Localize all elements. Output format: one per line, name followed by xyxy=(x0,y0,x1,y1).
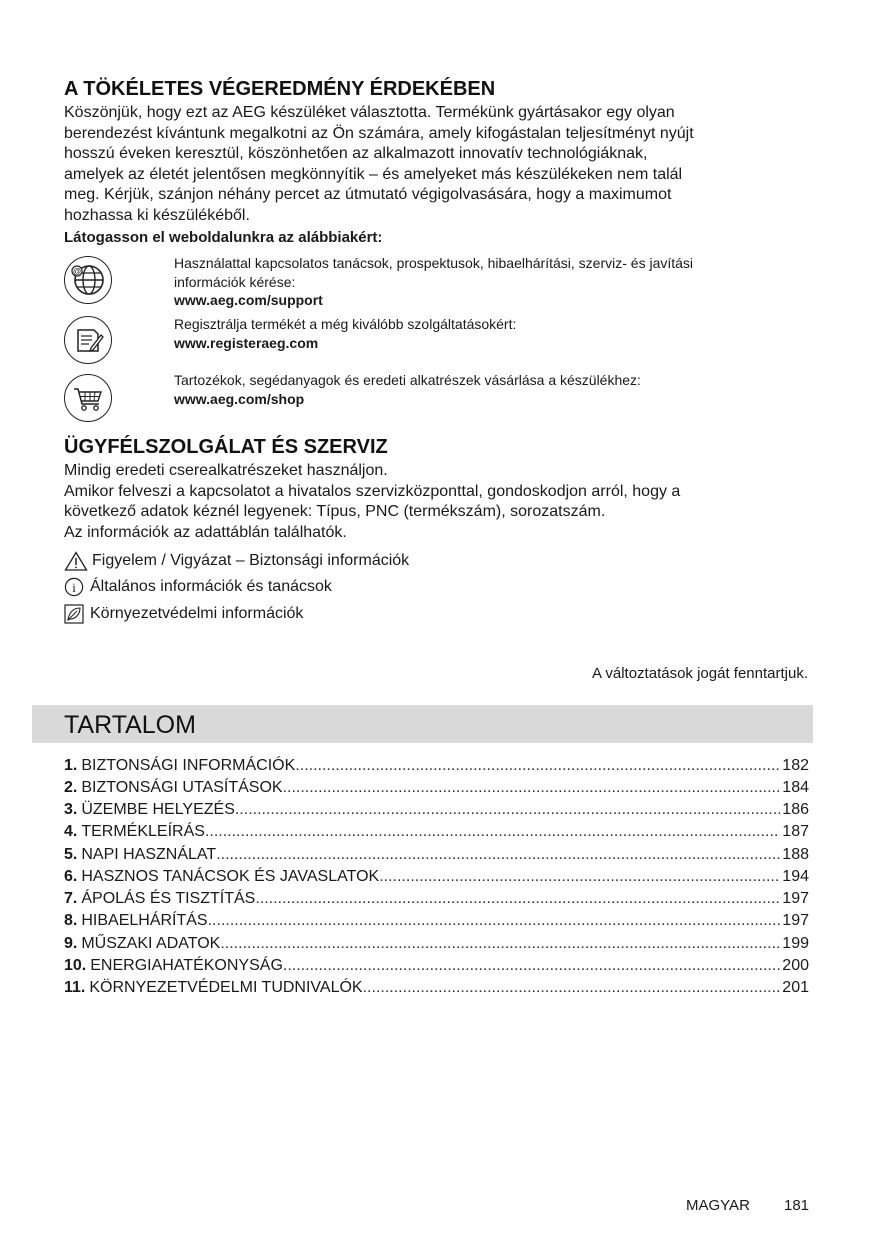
service-line: következő adatok kéznél legyenek: Típus, PNC (termékszám), sorozatszám. xyxy=(64,503,606,521)
toc-item-label: MŰSZAKI ADATOK xyxy=(81,935,221,952)
toc-item-label: BIZTONSÁGI INFORMÁCIÓK xyxy=(81,757,296,774)
footer-page-number: 181 xyxy=(784,1197,810,1214)
shop-link[interactable]: www.aeg.com/shop xyxy=(174,390,305,407)
toc-item-page: 187 xyxy=(782,823,809,840)
toc-item[interactable] xyxy=(64,777,809,799)
web-item-text: Regisztrálja termékét a még kiválóbb szolgáltatásokért: xyxy=(174,316,517,332)
info-circle-icon xyxy=(64,577,86,597)
toc-item[interactable] xyxy=(64,844,809,866)
visit-website-heading: Látogasson el weboldalunkra az alábbiakért: xyxy=(64,229,383,246)
toc-item-page: 188 xyxy=(782,846,809,863)
toc-item[interactable] xyxy=(64,955,809,977)
service-line: Mindig eredeti cserealkatrészeket használjon. xyxy=(64,462,388,479)
toc-leader-dots xyxy=(208,910,781,932)
toc-item-number: 10. xyxy=(64,957,87,974)
section-title-customer-service: ÜGYFÉLSZOLGÁLAT ÉS SZERVIZ xyxy=(64,436,388,458)
toc-item-label: ÜZEMBE HELYEZÉS xyxy=(81,801,235,818)
toc-leader-dots xyxy=(220,933,780,955)
toc-item-number: 3. xyxy=(64,801,78,818)
intro-line: hosszú éveken keresztül, köszönhetően az alkalmazott innovatív technológiáknak, xyxy=(64,145,648,163)
legend-text: Általános információk és tanácsok xyxy=(90,578,332,595)
legend-text: Környezetvédelmi információk xyxy=(90,605,304,622)
toc-item-page: 186 xyxy=(782,801,809,818)
toc-item-number: 4. xyxy=(64,823,78,840)
toc-item-page: 199 xyxy=(782,935,809,952)
support-link[interactable]: www.aeg.com/support xyxy=(174,292,323,308)
web-item-text: információk kérése: xyxy=(174,273,296,290)
toc-item[interactable] xyxy=(64,755,809,777)
web-item-text: Tartozékok, segédanyagok és eredeti alkatrészek vásárlása a készülékhez: xyxy=(174,372,641,388)
toc-item[interactable] xyxy=(64,866,809,888)
toc-item-page: 194 xyxy=(782,868,809,885)
toc-item-number: 8. xyxy=(64,912,78,929)
toc-item-number: 7. xyxy=(64,890,78,907)
svg-text:@: @ xyxy=(73,267,81,276)
toc-item-label: HASZNOS TANÁCSOK ÉS JAVASLATOK xyxy=(81,868,380,885)
toc-item[interactable] xyxy=(64,821,809,843)
web-item-text: Használattal kapcsolatos tanácsok, prospektusok, hibaelhárítási, szerviz- és javítási xyxy=(174,255,694,271)
footer-language: MAGYAR xyxy=(686,1197,750,1214)
service-line: Amikor felveszi a kapcsolatot a hivatalos szervizközponttal, gondoskodjon arról, hogy a xyxy=(64,482,681,500)
toc-item-page: 200 xyxy=(782,957,809,974)
toc-item-label: ÁPOLÁS ÉS TISZTÍTÁS xyxy=(81,890,256,907)
leaf-environment-icon xyxy=(64,604,86,624)
toc-item-number: 1. xyxy=(64,757,78,774)
toc-item-label: HIBAELHÁRÍTÁS xyxy=(81,912,208,929)
toc-item-label: TERMÉKLEÍRÁS xyxy=(81,823,205,840)
warning-triangle-icon xyxy=(64,551,88,571)
register-link[interactable]: www.registeraeg.com xyxy=(174,334,319,351)
intro-line: hozhassa ki készülékéből. xyxy=(64,206,250,224)
rights-reserved-note: A változtatások jogát fenntartjuk. xyxy=(592,665,808,682)
service-line: Az információk az adattáblán találhatók. xyxy=(64,523,347,541)
intro-line: berendezést kívántunk megalkotni az Ön számára, amely kifogástalan teljesítményt nyújt xyxy=(64,124,694,142)
toc-item-page: 197 xyxy=(782,912,809,929)
web-item-shop xyxy=(174,371,814,408)
toc-item-number: 5. xyxy=(64,846,78,863)
toc-item-label: KÖRNYEZETVÉDELMI TUDNIVALÓK xyxy=(89,979,363,996)
toc-item-page: 197 xyxy=(782,890,809,907)
legend-environment xyxy=(64,604,303,624)
web-item-support xyxy=(174,254,814,310)
toc-item-number: 6. xyxy=(64,868,78,885)
intro-paragraph xyxy=(64,103,824,227)
toc-item[interactable] xyxy=(64,910,809,932)
service-paragraph xyxy=(64,461,824,543)
svg-text:i: i xyxy=(72,580,76,595)
toc-leader-dots xyxy=(295,755,780,777)
toc-leader-dots xyxy=(216,844,780,866)
toc-item-number: 2. xyxy=(64,779,78,796)
toc-item[interactable] xyxy=(64,977,809,999)
legend-warning xyxy=(64,551,409,571)
toc-leader-dots xyxy=(255,888,780,910)
toc-item-label: ENERGIAHATÉKONYSÁG xyxy=(90,957,283,974)
toc-item-page: 182 xyxy=(782,757,809,774)
legend-info xyxy=(64,577,332,597)
toc-item-number: 11. xyxy=(64,979,86,996)
toc-leader-dots xyxy=(235,799,780,821)
web-globe-icon xyxy=(64,256,112,304)
section-title-perfect-result: A TÖKÉLETES VÉGEREDMÉNY ÉRDEKÉBEN xyxy=(64,78,496,100)
shopping-cart-icon xyxy=(64,374,112,422)
toc-item[interactable] xyxy=(64,799,809,821)
toc-title: TARTALOM xyxy=(64,711,196,739)
toc-leader-dots xyxy=(283,955,780,977)
intro-line: meg. Kérjük, szánjon néhány percet az útmutató végigolvasására, hogy a maximumot xyxy=(64,186,672,204)
intro-line: Köszönjük, hogy ezt az AEG készüléket választotta. Termékünk gyártásakor egy olyan xyxy=(64,104,675,121)
toc-leader-dots xyxy=(379,866,780,888)
toc-leader-dots xyxy=(363,977,781,999)
toc-item-label: BIZTONSÁGI UTASÍTÁSOK xyxy=(81,779,283,796)
toc-item-label: NAPI HASZNÁLAT xyxy=(81,846,217,863)
toc-item-number: 9. xyxy=(64,935,78,952)
intro-line: amelyek az életét jelentősen megkönnyítik – és amelyeket más készülékeken nem talál xyxy=(64,165,683,183)
toc-leader-dots xyxy=(205,821,780,843)
register-document-icon xyxy=(64,316,112,364)
toc-item[interactable] xyxy=(64,933,809,955)
toc-item-page: 184 xyxy=(782,779,809,796)
toc-leader-dots xyxy=(283,777,781,799)
toc-item-page: 201 xyxy=(782,979,809,996)
web-item-register xyxy=(174,315,814,352)
toc-item[interactable] xyxy=(64,888,809,910)
legend-text: Figyelem / Vigyázat – Biztonsági információk xyxy=(92,552,410,569)
